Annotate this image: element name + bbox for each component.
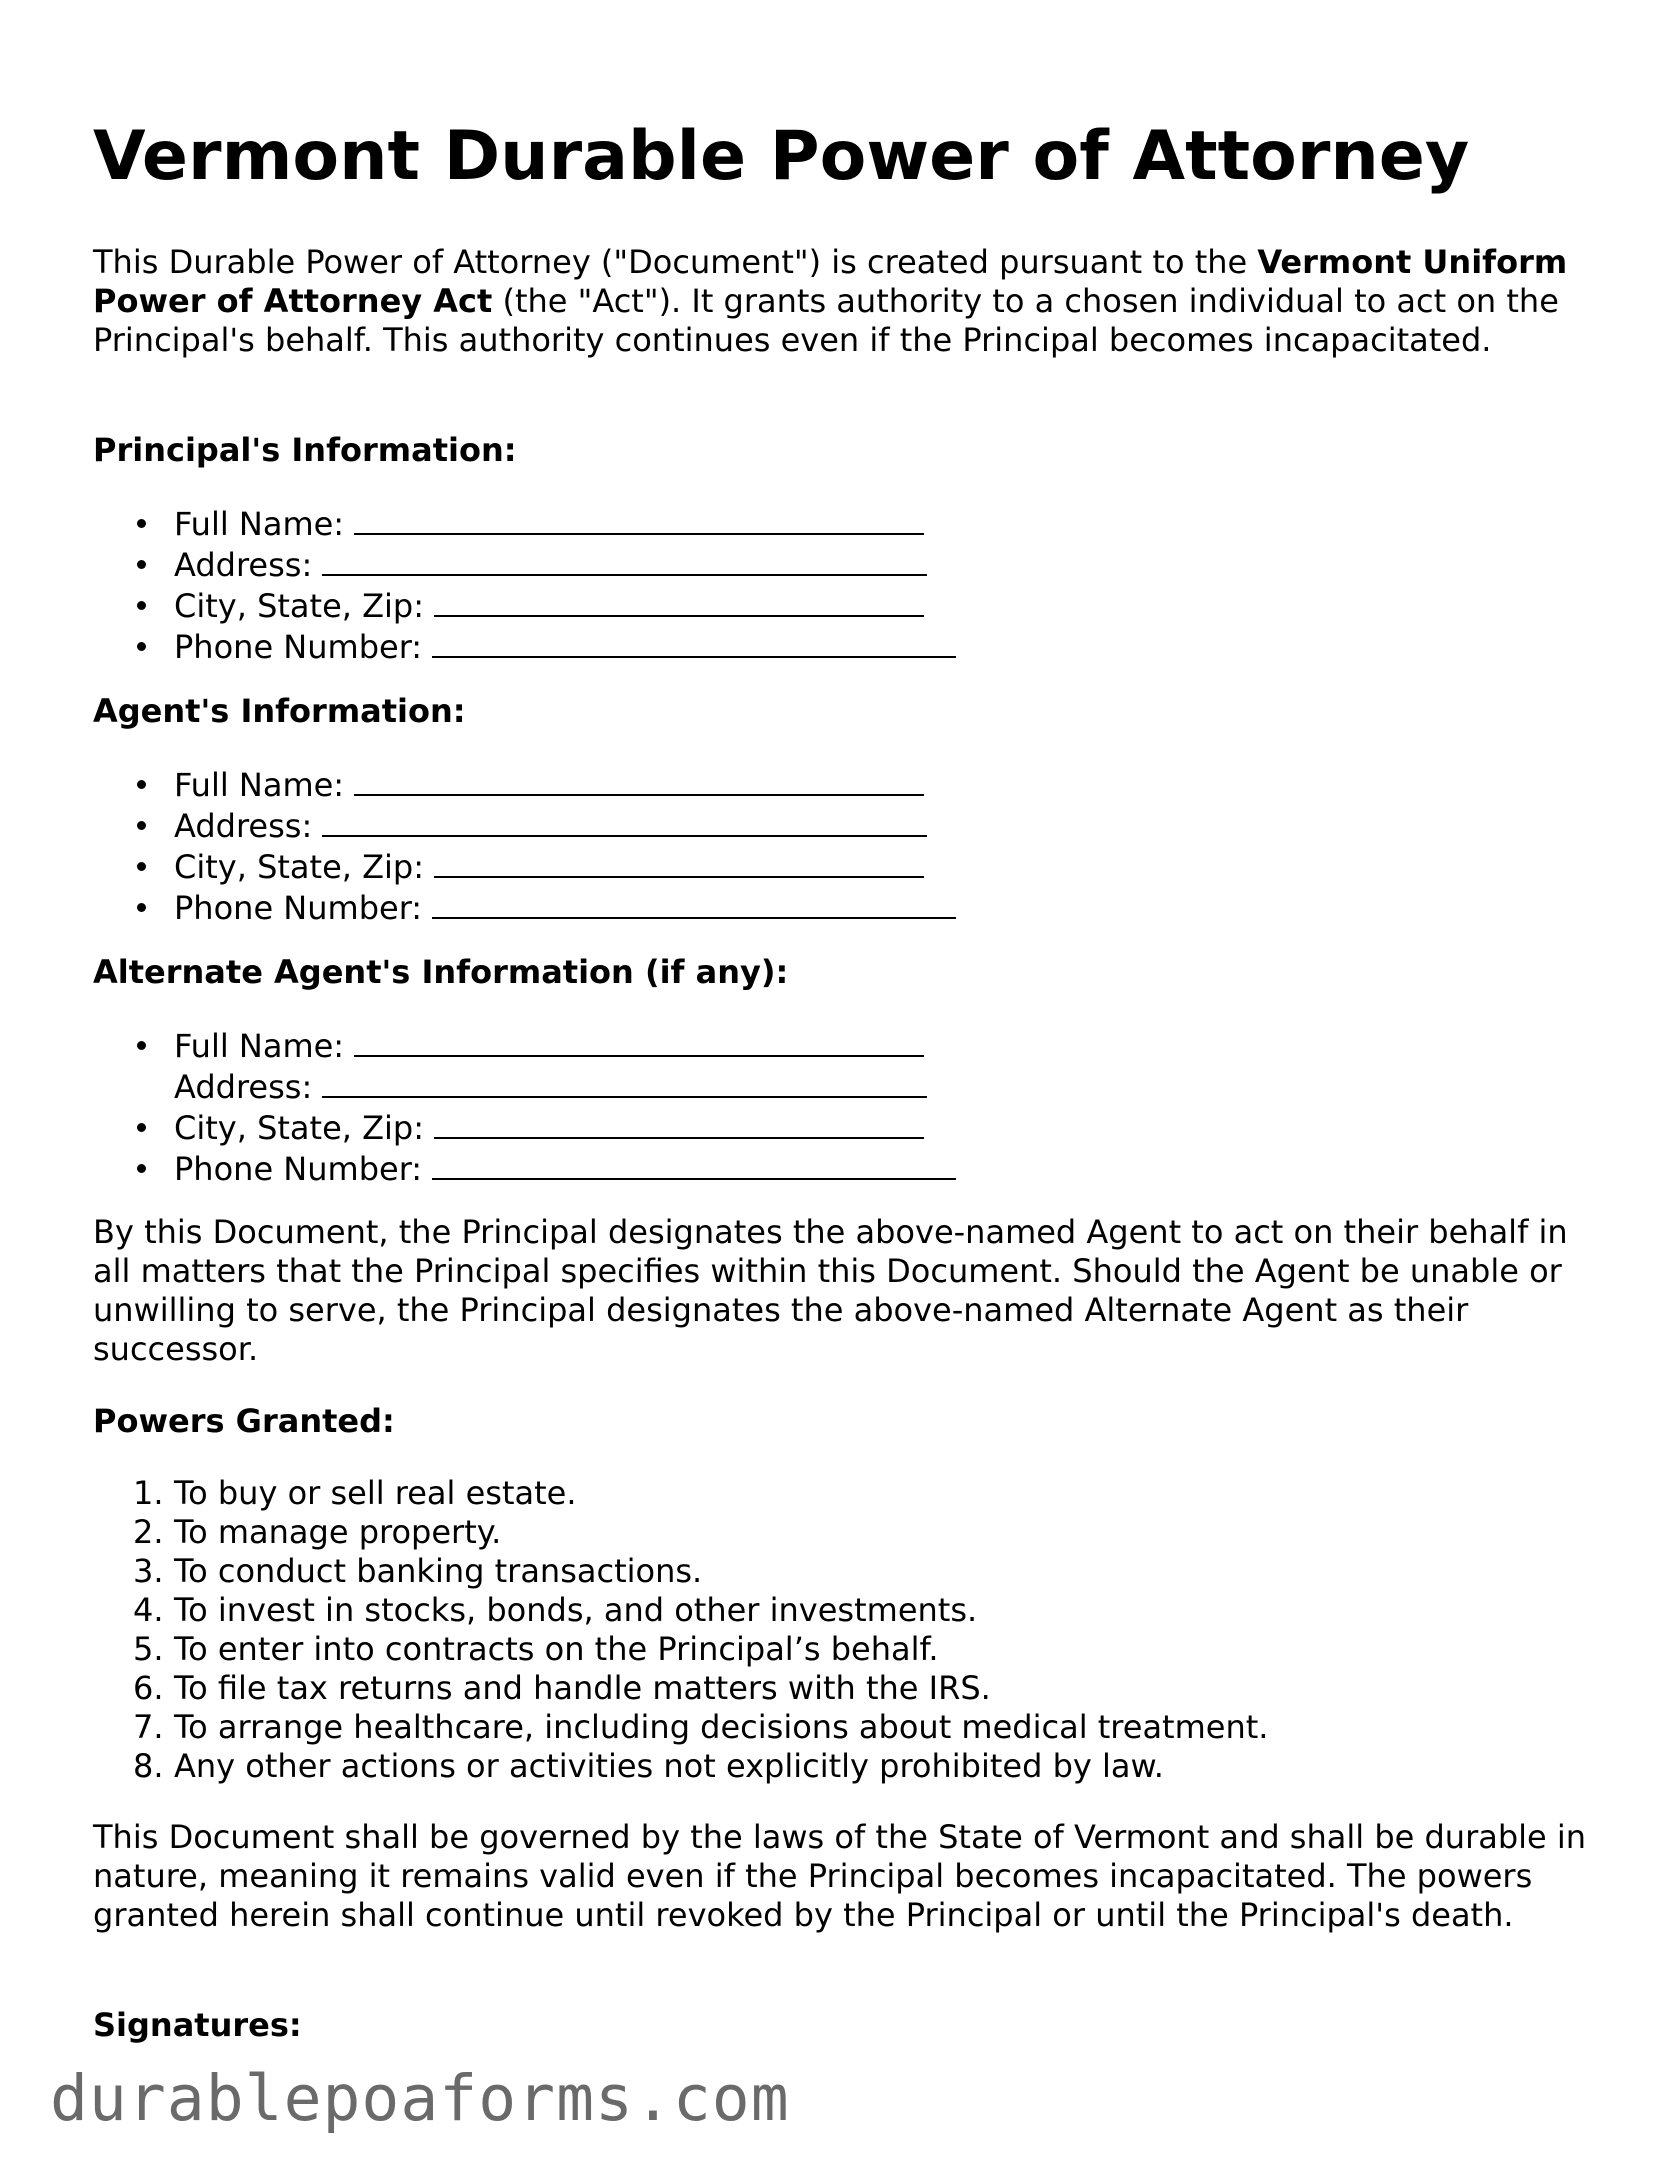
- power-item: 5. To enter into contracts on the Principal’s behalf.: [133, 1630, 939, 1668]
- agent-address-blank[interactable]: [322, 805, 927, 837]
- alternate-full-name-blank[interactable]: [354, 1025, 924, 1057]
- alternate-city-state-zip: City, State, Zip:: [93, 1107, 956, 1148]
- principal-phone: Phone Number:: [93, 626, 956, 667]
- governing-law-paragraph: This Document shall be governed by the laws of the State of Vermont and shall be durable in nature, meaning it remains valid even if the Principal becomes incapacitated. The powers granted herein shall continue until revoked by the Principal or until the Principal's death.: [93, 1818, 1587, 1934]
- agent-fields: [93, 764, 956, 928]
- watermark: durablepoaforms.com: [50, 2062, 790, 2135]
- signatures-heading: Signatures:: [93, 2006, 302, 2044]
- designation-paragraph: By this Document, the Principal designates the above-named Agent to act on their behalf in all matters that the Principal specifies within this Document. Should the Agent be unable or unwilling to serve, the Principal designates the above-named Alternate Agent as their successor.: [93, 1213, 1568, 1368]
- principal-fields: [93, 503, 956, 667]
- agent-address: Address:: [93, 805, 956, 846]
- intro-paragraph: [93, 243, 1593, 360]
- power-item: 1. To buy or sell real estate.: [133, 1474, 577, 1512]
- alternate-full-name: Full Name:: [93, 1025, 956, 1066]
- principal-address-blank[interactable]: [322, 544, 927, 576]
- alternate-city-state-zip-blank[interactable]: [434, 1107, 924, 1139]
- alternate-agent-fields: [93, 1025, 956, 1189]
- agent-city-state-zip-blank[interactable]: [434, 846, 924, 878]
- principal-full-name: Full Name:: [93, 503, 956, 544]
- alternate-agent-heading: Alternate Agent's Information (if any):: [93, 953, 789, 991]
- power-item: 7. To arrange healthcare, including decisions about medical treatment.: [133, 1708, 1269, 1746]
- power-item: 8. Any other actions or activities not explicitly prohibited by law.: [133, 1747, 1164, 1785]
- principal-city-state-zip-blank[interactable]: [434, 585, 924, 617]
- principal-city-state-zip: City, State, Zip:: [93, 585, 956, 626]
- principal-phone-blank[interactable]: [432, 626, 956, 658]
- agent-full-name: Full Name:: [93, 764, 956, 805]
- intro-text-2: (the "Act"). It grants authority to a chosen individual to act on the Principal's behalf. This authority continues even if the Principal becomes incapacitated.: [93, 282, 1559, 359]
- power-item: 4. To invest in stocks, bonds, and other investments.: [133, 1591, 978, 1629]
- agent-heading: Agent's Information:: [93, 692, 466, 730]
- act-name: Vermont Uniform Power of Attorney Act: [93, 243, 1568, 320]
- principal-heading: Principal's Information:: [93, 431, 517, 469]
- agent-city-state-zip: City, State, Zip:: [93, 846, 956, 887]
- powers-list: [93, 1474, 1268, 1786]
- agent-full-name-blank[interactable]: [354, 764, 924, 796]
- power-item: 6. To file tax returns and handle matters with the IRS.: [133, 1669, 991, 1707]
- alternate-phone: Phone Number:: [93, 1148, 956, 1189]
- principal-address: Address:: [93, 544, 956, 585]
- alternate-address-blank[interactable]: [322, 1066, 927, 1098]
- agent-phone-blank[interactable]: [432, 887, 956, 919]
- intro-text-1: This Durable Power of Attorney ("Document") is created pursuant to the: [93, 243, 1258, 281]
- alternate-address: Address:: [93, 1066, 956, 1107]
- power-item: 3. To conduct banking transactions.: [133, 1552, 703, 1590]
- document-title: Vermont Durable Power of Attorney: [93, 117, 1470, 196]
- power-item: 2. To manage property.: [133, 1513, 502, 1551]
- alternate-phone-blank[interactable]: [432, 1148, 956, 1180]
- agent-phone: Phone Number:: [93, 887, 956, 928]
- powers-heading: Powers Granted:: [93, 1402, 395, 1440]
- principal-full-name-blank[interactable]: [354, 503, 924, 535]
